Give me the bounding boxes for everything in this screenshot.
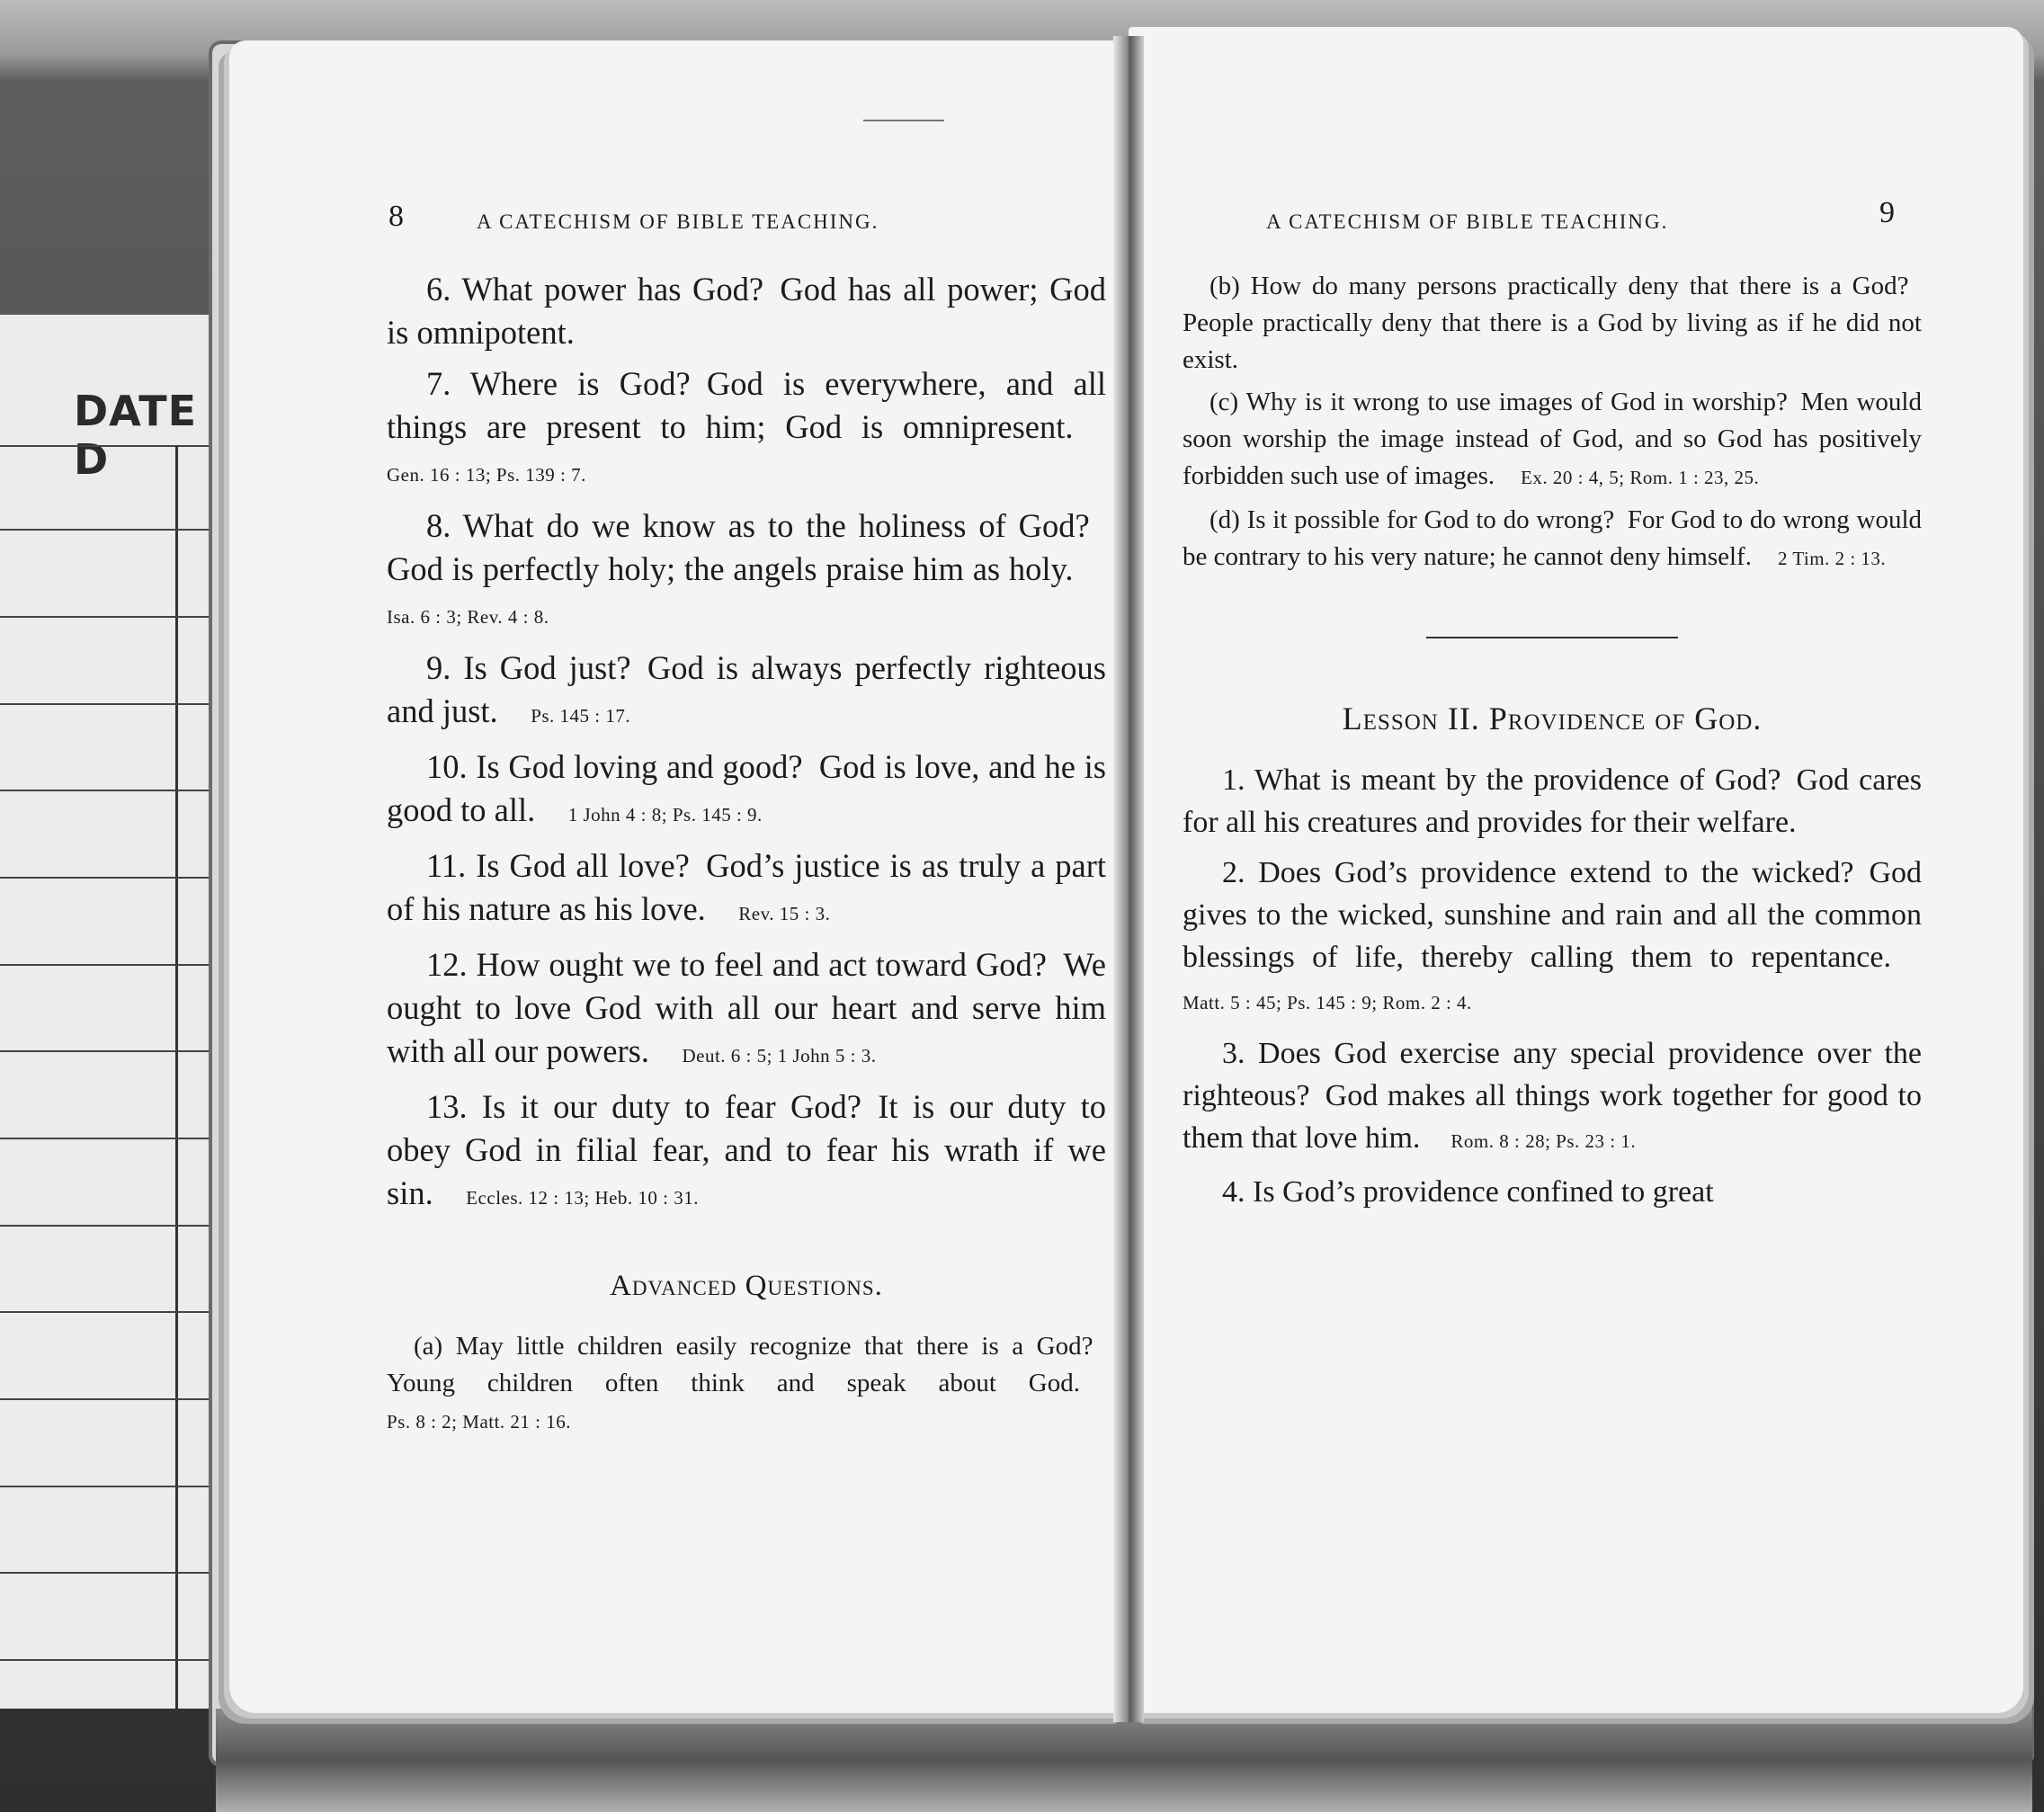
entry-question: 11. Is God all love? bbox=[426, 847, 690, 884]
scripture-reference: Ex. 20 : 4, 5; Rom. 1 : 23, 25. bbox=[1521, 467, 1760, 488]
left-advanced-list bbox=[387, 1328, 1106, 1441]
catechism-entry bbox=[387, 647, 1106, 737]
card-rule bbox=[0, 703, 225, 705]
entry-question: 3. Does God exercise any special providence over the righteous? bbox=[1183, 1037, 1922, 1112]
entry-question: 8. What do we know as to the holiness of God? bbox=[426, 507, 1090, 544]
scripture-reference: Rev. 15 : 3. bbox=[738, 903, 831, 924]
catechism-entry bbox=[1183, 759, 1922, 844]
entry-question: 9. Is God just? bbox=[426, 649, 631, 686]
card-column-line bbox=[175, 445, 178, 1713]
right-running-head: A CATECHISM OF BIBLE TEACHING. bbox=[1266, 210, 1669, 233]
card-rule bbox=[0, 1659, 225, 1661]
card-rule bbox=[0, 1138, 225, 1139]
card-rule bbox=[0, 1486, 225, 1487]
card-rule bbox=[0, 1050, 225, 1052]
entry-question: 4. Is God’s providence confined to great bbox=[1222, 1175, 1714, 1209]
entry-answer: People practically deny that there is a God by living as if he did not exist. bbox=[1183, 308, 1922, 374]
entry-question: 7. Where is God? bbox=[426, 365, 691, 402]
right-page-number: 9 bbox=[1879, 196, 1895, 229]
scripture-reference: 2 Tim. 2 : 13. bbox=[1777, 548, 1887, 569]
card-rule bbox=[0, 445, 225, 447]
card-rule bbox=[0, 790, 225, 791]
entry-question: (a) May little children easily recognize that there is a God? bbox=[414, 1332, 1093, 1361]
entry-answer: Men would soon worship the image instead of God, and so God has positively forbidden such use of images. bbox=[1183, 388, 1922, 490]
entry-answer: God’s justice is as truly a part of his nature as his love. bbox=[387, 847, 1106, 927]
catechism-entry bbox=[387, 362, 1106, 496]
entry-question: 12. How ought we to feel and act toward God? bbox=[426, 946, 1048, 983]
entry-answer: God is perfectly holy; the angels praise him as holy. bbox=[387, 550, 1074, 587]
entry-question: 13. Is it our duty to fear God? bbox=[426, 1088, 862, 1125]
entry-answer: God has all power; God is omnipotent. bbox=[387, 271, 1106, 351]
section-separator bbox=[1426, 637, 1678, 638]
scripture-reference: Rom. 8 : 28; Ps. 23 : 1. bbox=[1450, 1130, 1637, 1152]
scripture-reference: Eccles. 12 : 13; Heb. 10 : 31. bbox=[466, 1187, 700, 1209]
catechism-entry bbox=[1183, 1032, 1922, 1163]
catechism-entry bbox=[387, 504, 1106, 638]
scripture-reference: Gen. 16 : 13; Ps. 139 : 7. bbox=[387, 464, 586, 486]
scripture-reference: Deut. 6 : 5; 1 John 5 : 3. bbox=[682, 1045, 877, 1067]
entry-answer: We ought to love God with all our heart and serve him with all our powers. bbox=[387, 946, 1106, 1069]
card-rule bbox=[0, 964, 225, 966]
date-card-label: DATE D bbox=[74, 387, 198, 484]
entry-answer: God is everywhere, and all things are present to him; God is omnipresent. bbox=[387, 365, 1106, 445]
catechism-entry bbox=[1183, 268, 1922, 379]
left-column bbox=[387, 268, 1106, 1441]
entry-question: 10. Is God loving and good? bbox=[426, 748, 803, 785]
left-page-number: 8 bbox=[388, 200, 404, 233]
scripture-reference: Ps. 8 : 2; Matt. 21 : 16. bbox=[387, 1411, 572, 1433]
scripture-reference: Matt. 5 : 45; Ps. 145 : 9; Rom. 2 : 4. bbox=[1183, 992, 1472, 1013]
entry-question: (b) How do many persons practically deny that there is a God? bbox=[1209, 272, 1909, 300]
right-advanced-list bbox=[1183, 268, 1922, 577]
entry-question: (c) Why is it wrong to use images of God in worship? bbox=[1209, 388, 1788, 416]
entry-answer: God is always perfectly righteous and just. bbox=[387, 649, 1107, 729]
catechism-entry bbox=[387, 745, 1106, 836]
scripture-reference: Ps. 145 : 17. bbox=[531, 705, 631, 727]
card-rule bbox=[0, 1398, 225, 1400]
left-running-head: A CATECHISM OF BIBLE TEACHING. bbox=[477, 210, 879, 233]
advanced-questions-heading: Advanced Questions. bbox=[610, 1270, 883, 1302]
catechism-entry bbox=[1183, 852, 1922, 1024]
card-rule bbox=[0, 1311, 225, 1313]
entry-answer: It is our duty to obey God in filial fear, and to fear his wrath if we sin. bbox=[387, 1088, 1107, 1211]
card-rule bbox=[0, 529, 225, 531]
entry-answer: God makes all things work together for good to them that love him. bbox=[1183, 1079, 1922, 1155]
catechism-entry bbox=[1183, 384, 1922, 496]
entry-question: (d) Is it possible for God to do wrong? bbox=[1209, 505, 1615, 534]
catechism-entry bbox=[387, 1085, 1106, 1219]
card-rule bbox=[0, 1572, 225, 1574]
card-rule bbox=[0, 1225, 225, 1227]
entry-answer: Young children often think and speak about God. bbox=[387, 1369, 1080, 1397]
scripture-reference: Isa. 6 : 3; Rev. 4 : 8. bbox=[387, 606, 549, 628]
entry-answer: God cares for all his creatures and provides for their welfare. bbox=[1183, 763, 1922, 839]
entry-question: 2. Does God’s providence extend to the wicked? bbox=[1222, 856, 1854, 889]
right-qa-list bbox=[1183, 759, 1922, 1213]
book-gutter bbox=[1113, 36, 1144, 1722]
catechism-entry bbox=[1183, 502, 1922, 577]
book-bottom-edge bbox=[216, 1709, 2032, 1812]
entry-answer: God gives to the wicked, sunshine and rain and all the common blessings of life, thereby calling them to repentance. bbox=[1183, 856, 1922, 974]
entry-question: 1. What is meant by the providence of God? bbox=[1222, 763, 1781, 797]
left-qa-list bbox=[387, 268, 1106, 1219]
card-rule bbox=[0, 616, 225, 618]
catechism-entry bbox=[387, 844, 1106, 935]
entry-question: 6. What power has God? bbox=[426, 271, 764, 308]
top-rule bbox=[863, 120, 944, 121]
catechism-entry bbox=[387, 943, 1106, 1077]
entry-answer: God is love, and he is good to all. bbox=[387, 748, 1107, 828]
scripture-reference: 1 John 4 : 8; Ps. 145 : 9. bbox=[567, 804, 763, 826]
date-due-card bbox=[0, 315, 228, 1709]
card-rule bbox=[0, 877, 225, 879]
right-column bbox=[1183, 268, 1922, 1221]
entry-answer: For God to do wrong would be contrary to his very nature; he cannot deny himself. bbox=[1183, 505, 1923, 571]
lesson-heading: Lesson II. Providence of God. bbox=[1342, 701, 1763, 736]
catechism-entry bbox=[387, 1328, 1106, 1441]
catechism-entry bbox=[387, 268, 1106, 354]
catechism-entry bbox=[1183, 1171, 1922, 1213]
